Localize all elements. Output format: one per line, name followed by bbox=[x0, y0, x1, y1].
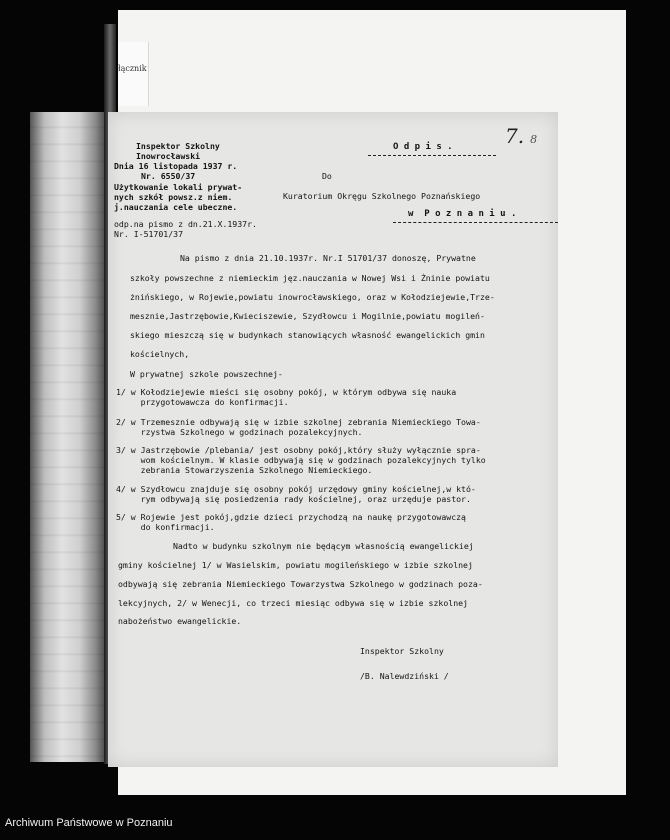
divider-tab-label: łącznik bbox=[118, 64, 147, 73]
list-item-3-line-3: zebrania Stowarzyszenia Szkolnego Niemieckiego. bbox=[116, 465, 373, 475]
list-item-5-line-2: do konfirmacji. bbox=[116, 522, 215, 532]
list-item-2-line-1: 2/ w Trzemesznie odbywają się w izbie szkolnej zebrania Niemieckiego Towa- bbox=[116, 417, 481, 427]
list-item-3-line-1: 3/ w Jastrzębowie /plebania/ jest osobny pokój,który służy wyłącznie spra- bbox=[116, 445, 481, 455]
list-item-3-line-2: wom kościelnym. W klasie odbywają się w godzinach pozalekcyjnych tylko bbox=[116, 455, 486, 465]
city-underline bbox=[393, 222, 558, 223]
closing-line-5: nabożeństwo ewangelickie. bbox=[118, 616, 242, 626]
document-page bbox=[108, 112, 558, 767]
list-item-4-line-1: 4/ w Szydłowcu znajduje się osobny pokój urzędowy gminy kościelnej,w któ- bbox=[116, 484, 476, 494]
body-line-3: żnińskiego, w Rojewie,powiatu inowrocławskiego, oraz w Kołodziejewie,Trze- bbox=[130, 292, 495, 302]
sender-line-1: Inspektor Szkolny bbox=[136, 141, 220, 151]
to-label: Do bbox=[322, 171, 332, 181]
recipient-line: Kuratorium Okręgu Szkolnego Poznańskiego bbox=[283, 191, 481, 201]
subject-line-3: j.nauczania cele ubeczne. bbox=[114, 202, 238, 212]
closing-line-2: gminy kościelnej 1/ w Wasielskim, powiatu mogileńskiego w izbie szkolnej bbox=[118, 560, 473, 570]
copy-title: O d p i s . bbox=[393, 142, 453, 152]
body-line-5: skiego mieszczą się w budynkach stanowiących własność ewangelickich gmin bbox=[130, 330, 485, 340]
closing-line-1: Nadto w budynku szkolnym nie będącym własnością ewangelickiej bbox=[173, 541, 474, 551]
subject-line-2: nych szkół powsz.z niem. bbox=[114, 192, 233, 202]
list-item-4-line-2: rym odbywają się posiedzenia rady kościelnej, oraz urzęduje pastor. bbox=[116, 494, 471, 504]
folder-binding bbox=[30, 112, 110, 762]
folio-number bbox=[505, 124, 537, 148]
closing-line-3: odbywają się zebrania Niemieckiego Towarzystwa Szkolnego w godzinach poza- bbox=[118, 579, 483, 589]
date-line: Dnia 16 listopada 1937 r. bbox=[114, 161, 238, 171]
signature-title: Inspektor Szkolny bbox=[360, 646, 444, 656]
reference-line-1: odp.na pismo z dn.21.X.1937r. bbox=[114, 219, 257, 229]
sender-line-2: Inowrocławski bbox=[136, 151, 201, 161]
archive-footer bbox=[0, 812, 670, 840]
reference-line-2: Nr. I-51701/37 bbox=[114, 229, 184, 239]
body-line-1: Na pismo z dnia 21.10.1937r. Nr.I 51701/37 donoszę, Prywatne bbox=[180, 253, 476, 263]
folio-sub: 8 bbox=[530, 133, 538, 146]
archive-label: Archiwum Państwowe w Poznaniu bbox=[5, 817, 173, 829]
body-line-6: kościelnych, bbox=[130, 349, 190, 359]
list-item-5-line-1: 5/ w Rojewie jest pokój,gdzie dzieci przychodzą na naukę przygotowawczą bbox=[116, 512, 466, 522]
signature-name: /B. Nalewdziński / bbox=[360, 671, 449, 681]
closing-line-4: lekcyjnych, 2/ w Wenecji, co trzeci miesiąc odbywa się w izbie szkolnej bbox=[118, 598, 468, 608]
list-item-2-line-2: rzystwa Szkolnego w godzinach pozalekcyjnych. bbox=[116, 427, 363, 437]
list-item-1-line-2: przygotowawcza do konfirmacji. bbox=[116, 397, 289, 407]
body-line-2: szkoły powszechne z niemieckim jęz.nauczania w Nowej Wsi i Żninie powiatu bbox=[130, 273, 490, 283]
divider-tab bbox=[118, 42, 149, 106]
copy-title-underline bbox=[368, 155, 496, 156]
list-item-1-line-1: 1/ w Kołodziejewie mieści się osobny pokój, w którym odbywa się nauka bbox=[116, 387, 457, 397]
subject-line-1: Użytkowanie lokali prywat- bbox=[114, 182, 243, 192]
body-line-4: mesznie,Jastrzębowie,Kwieciszewie, Szydłowcu i Mogilnie,powiatu mogileń- bbox=[130, 311, 485, 321]
folio-main: 7. bbox=[505, 124, 525, 148]
recipient-city: w P o z n a n i u . bbox=[408, 209, 517, 219]
number-line: Nr. 6550/37 bbox=[141, 171, 196, 181]
list-intro: W prywatnej szkole powszechnej- bbox=[130, 369, 283, 379]
